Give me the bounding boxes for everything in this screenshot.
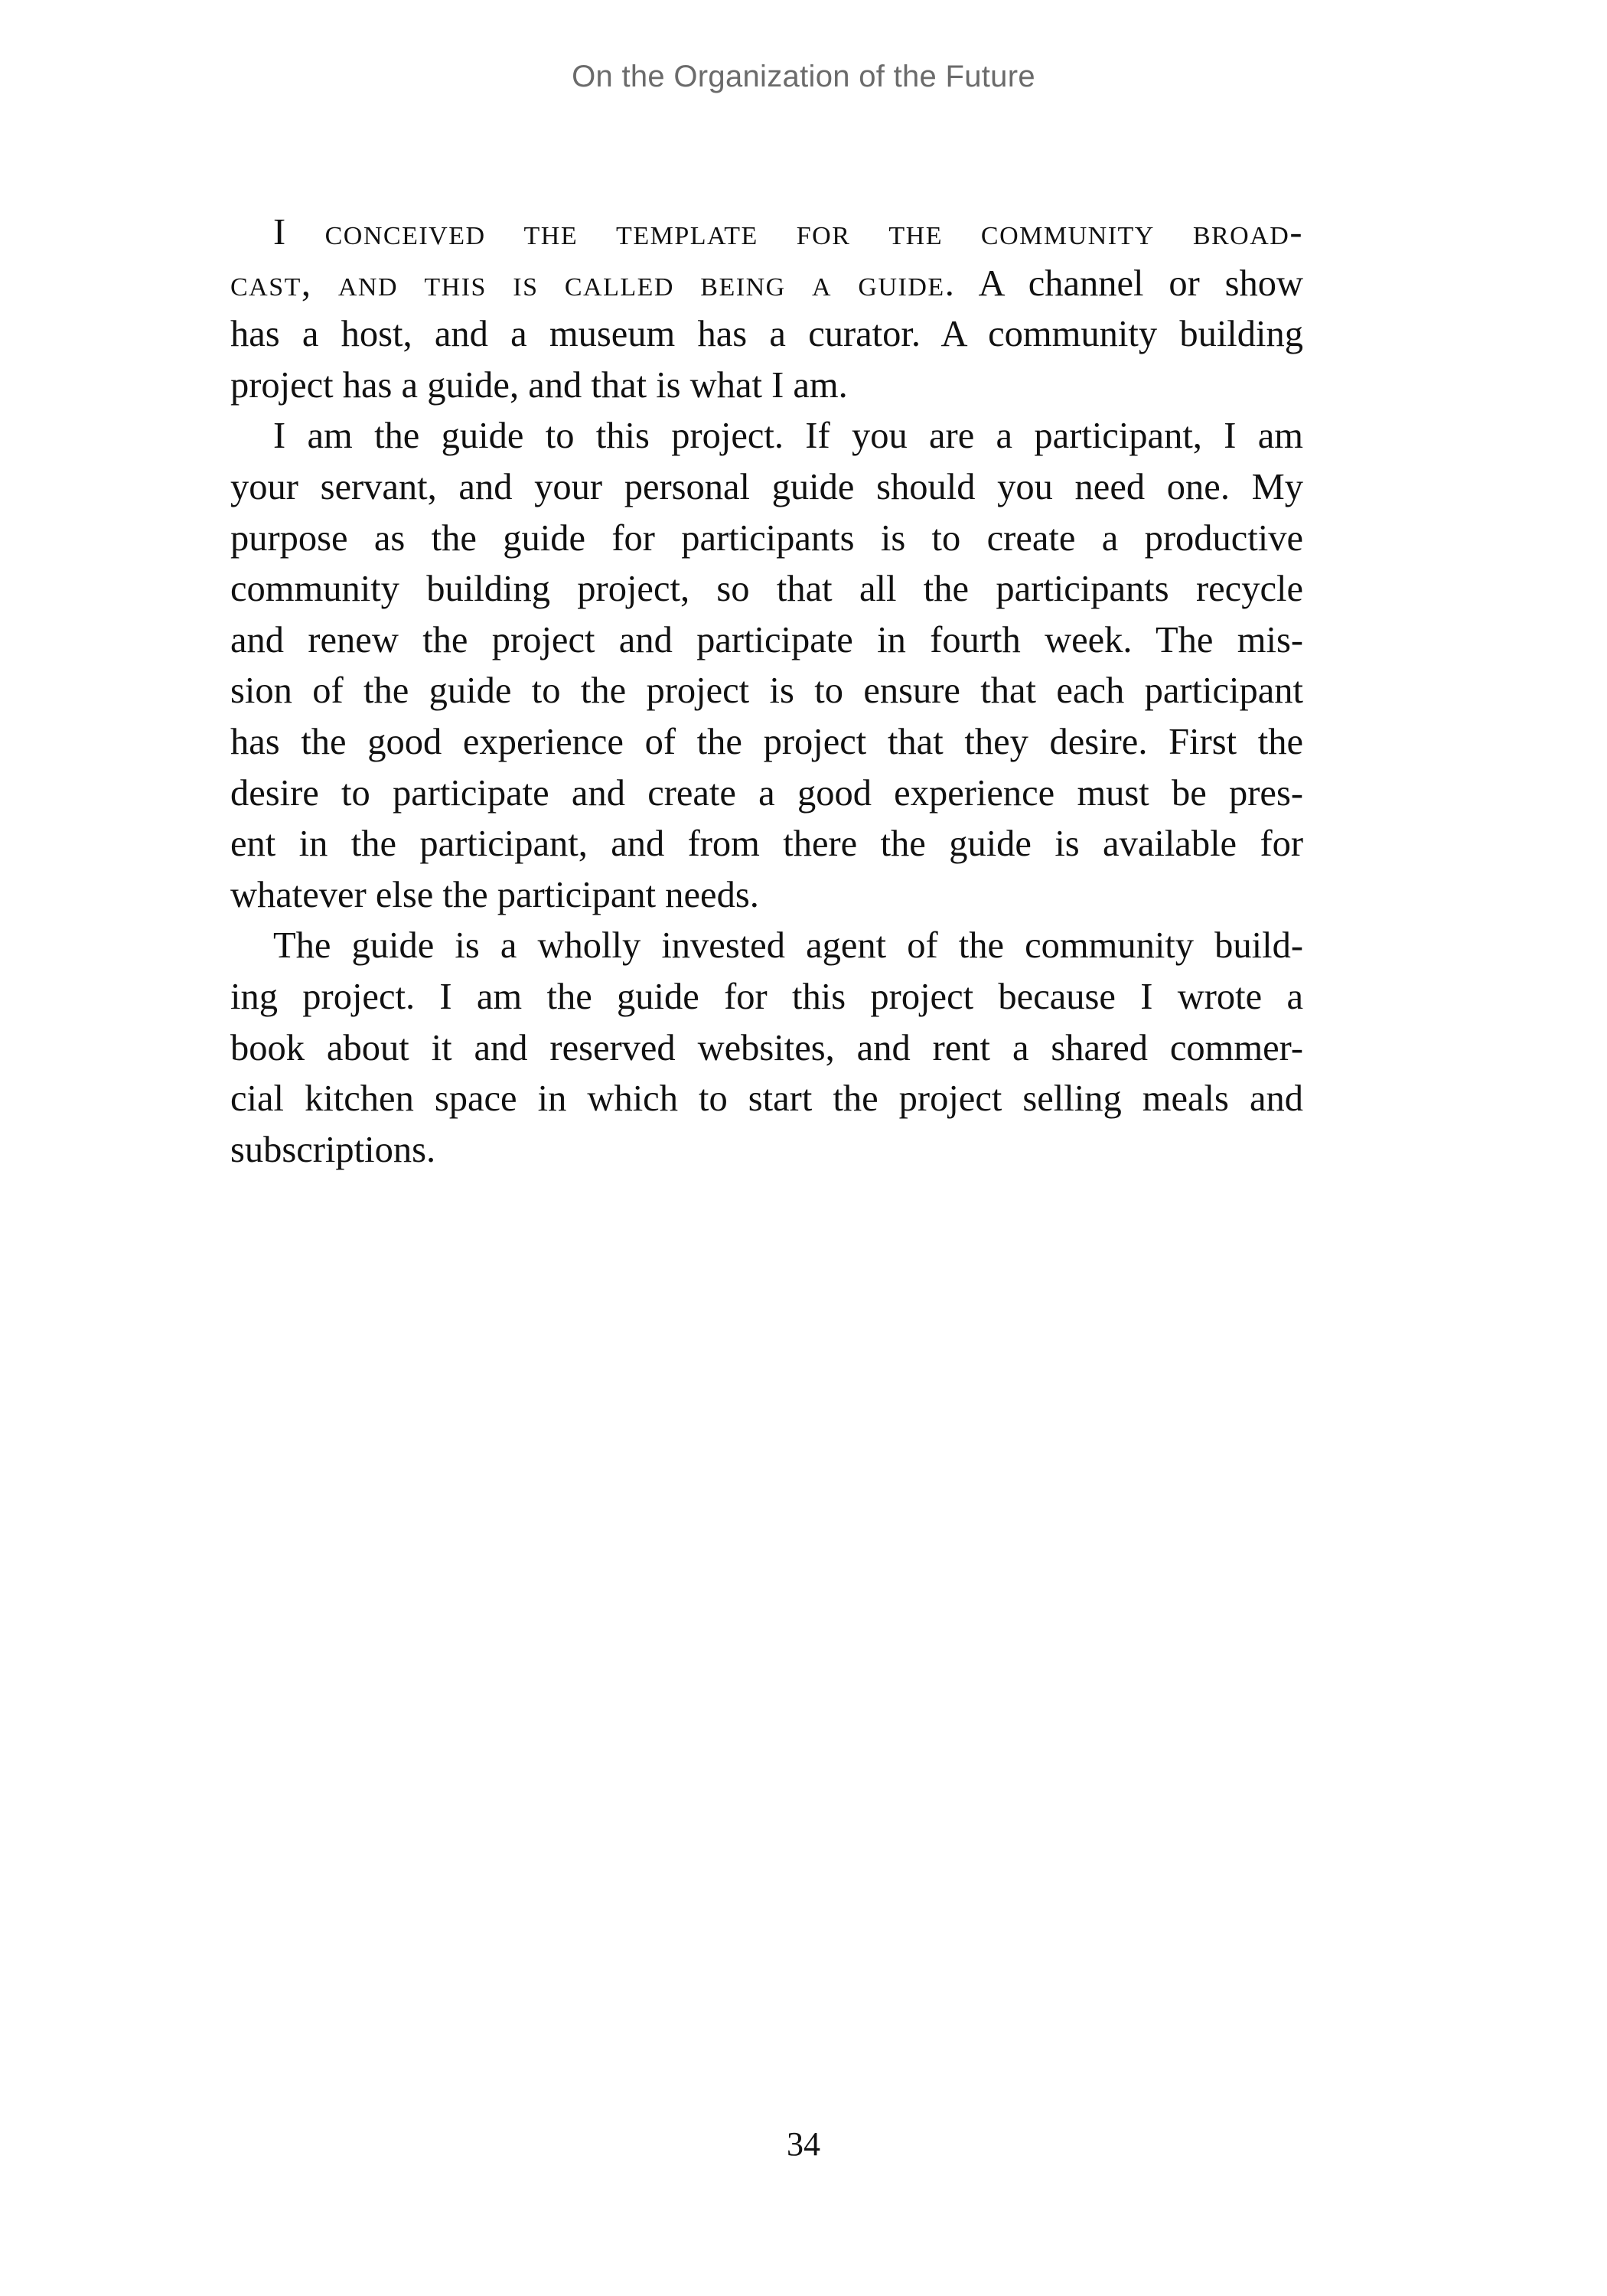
text-line: has a host, and a museum has a curator. A community building <box>230 314 1303 355</box>
text-line <box>230 207 1303 259</box>
text-line: project has a guide, and that is what I am. <box>230 364 848 406</box>
text-line: community building project, so that all the participants recycle <box>230 569 1303 610</box>
text-line: has the good experience of the project that they desire. First the <box>230 721 1303 762</box>
text-line: subscriptions. <box>230 1129 436 1170</box>
small-caps-lead-in: cast, and this is called being a guide. <box>230 263 956 304</box>
text-line: ing project. I am the guide for this project because I wrote a <box>230 976 1303 1017</box>
text-line: I am the guide to this project. If you are a participant, I am <box>273 416 1303 457</box>
text-line: whatever else the participant needs. <box>230 874 759 915</box>
paragraph-1 <box>230 207 1303 411</box>
paragraph-3 <box>230 921 1303 1176</box>
paragraph-2 <box>230 411 1303 921</box>
text-line: cial kitchen space in which to start the project selling meals and <box>230 1078 1303 1120</box>
body-text <box>230 207 1303 1176</box>
page-number: 34 <box>787 2125 820 2163</box>
text-line: desire to participate and create a good experience must be pres- <box>230 772 1303 814</box>
text-line: book about it and reserved websites, and rent a shared commer- <box>230 1027 1303 1068</box>
running-head: On the Organization of the Future <box>572 60 1035 93</box>
text-line: purpose as the guide for participants is to create a productive <box>230 517 1303 559</box>
text-line: The guide is a wholly invested agent of the community build- <box>273 925 1303 967</box>
text-line <box>230 259 1303 310</box>
text-line: and renew the project and participate in fourth week. The mis- <box>230 619 1303 660</box>
text-line: sion of the guide to the project is to ensure that each participant <box>230 670 1303 712</box>
text-line: your servant, and your personal guide should you need one. My <box>230 466 1303 507</box>
text-line-fragment: A channel or show <box>955 263 1303 304</box>
text-line: ent in the participant, and from there the guide is available for <box>230 823 1303 865</box>
small-caps-lead-in: I conceived the template for the community broad- <box>273 212 1303 253</box>
